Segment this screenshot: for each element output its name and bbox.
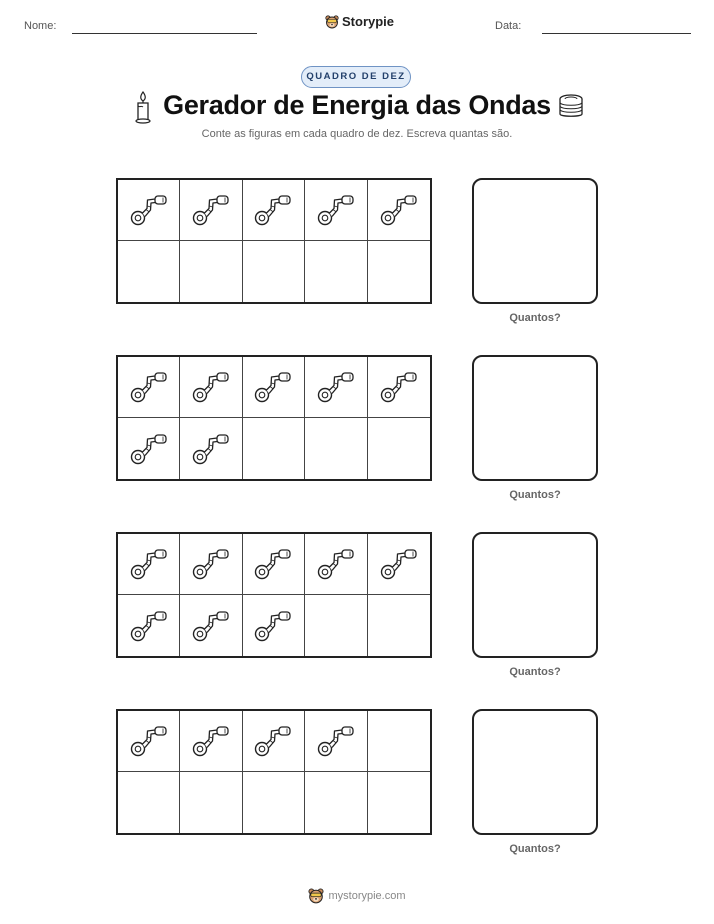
wave-energy-generator-icon: [189, 191, 233, 229]
wave-energy-generator-icon: [251, 191, 295, 229]
wave-energy-generator-icon: [189, 722, 233, 760]
ten-frame-cell: [305, 772, 367, 833]
answer-label-2: Quantos?: [509, 489, 561, 501]
footer: [0, 888, 714, 904]
ten-frame-cell: [243, 595, 305, 656]
ten-frame-cell: [180, 241, 242, 302]
wave-energy-generator-icon: [251, 545, 295, 583]
wave-energy-generator-icon: [127, 545, 171, 583]
ten-frame-cell: [180, 595, 242, 656]
wave-energy-generator-icon: [314, 368, 358, 406]
instructions: Conte as figuras em cada quadro de dez. Escreva quantas são.: [201, 128, 513, 140]
ten-frame-cell: [368, 772, 430, 833]
ten-frame-cell: [118, 418, 180, 479]
wave-energy-generator-icon: [314, 545, 358, 583]
name-line[interactable]: [72, 33, 257, 34]
wave-energy-generator-icon: [314, 722, 358, 760]
ten-frame-4: [116, 709, 432, 835]
ten-frame-cell: [305, 180, 367, 241]
ten-frame-cell: [243, 180, 305, 241]
answer-box-3[interactable]: [472, 532, 598, 658]
ten-frame-cell: [180, 418, 242, 479]
ten-frame-cell: [305, 595, 367, 656]
wave-energy-generator-icon: [189, 607, 233, 645]
ten-frame-cell: [305, 357, 367, 418]
wave-energy-generator-icon: [189, 545, 233, 583]
ten-frame-3: [116, 532, 432, 658]
ten-frame-cell: [118, 241, 180, 302]
brand-name: Storypie: [342, 14, 395, 29]
ten-frame-cell: [305, 418, 367, 479]
answer-label-4: Quantos?: [509, 843, 561, 855]
ten-frame-cell: [368, 711, 430, 772]
wave-energy-generator-icon: [127, 368, 171, 406]
bear-logo-icon: [325, 15, 339, 29]
answer-box-1[interactable]: [472, 178, 598, 304]
ten-frame-cell: [305, 241, 367, 302]
ten-frame-cell: [368, 180, 430, 241]
wave-energy-generator-icon: [127, 430, 171, 468]
name-label: Nome:: [24, 20, 57, 32]
ten-frame-cell: [180, 357, 242, 418]
worksheet-title: Gerador de Energia das Ondas: [163, 90, 551, 120]
date-line[interactable]: [542, 33, 691, 34]
ten-frame-cell: [243, 357, 305, 418]
ten-frame-cell: [118, 595, 180, 656]
ten-frame-cell: [243, 772, 305, 833]
brand: [325, 14, 394, 29]
date-label: Data:: [495, 20, 522, 32]
worksheet-type-badge: QUADRO DE DEZ: [301, 66, 411, 88]
ten-frame-cell: [368, 357, 430, 418]
wave-energy-generator-icon: [251, 607, 295, 645]
wave-energy-generator-icon: [314, 191, 358, 229]
ten-frame-cell: [305, 534, 367, 595]
ten-frame-cell: [118, 772, 180, 833]
wave-energy-generator-icon: [251, 368, 295, 406]
wave-energy-generator-icon: [127, 191, 171, 229]
ten-frame-cell: [368, 418, 430, 479]
ten-frame-cell: [180, 711, 242, 772]
bear-logo-icon: [308, 888, 324, 904]
ten-frame-cell: [243, 711, 305, 772]
ten-frame-cell: [305, 711, 367, 772]
ten-frame-cell: [368, 595, 430, 656]
ten-frame-cell: [180, 180, 242, 241]
ten-frame-2: [116, 355, 432, 481]
ten-frame-cell: [243, 534, 305, 595]
coil-icon: [557, 92, 585, 122]
wave-energy-generator-icon: [127, 607, 171, 645]
footer-url: mystorypie.com: [328, 890, 406, 902]
ten-frame-cell: [118, 534, 180, 595]
wave-energy-generator-icon: [377, 191, 421, 229]
ten-frame-cell: [118, 711, 180, 772]
ten-frame-cell: [368, 241, 430, 302]
answer-label-3: Quantos?: [509, 666, 561, 678]
ten-frame-cell: [243, 241, 305, 302]
ten-frame-cell: [368, 534, 430, 595]
wave-energy-generator-icon: [189, 430, 233, 468]
wave-energy-generator-icon: [377, 545, 421, 583]
wave-energy-generator-icon: [189, 368, 233, 406]
wave-energy-generator-icon: [377, 368, 421, 406]
answer-label-1: Quantos?: [509, 312, 561, 324]
wave-energy-generator-icon: [251, 722, 295, 760]
ten-frame-cell: [243, 418, 305, 479]
ten-frame-cell: [118, 357, 180, 418]
ten-frame-cell: [118, 180, 180, 241]
ten-frame-1: [116, 178, 432, 304]
wave-energy-generator-icon: [127, 722, 171, 760]
answer-box-2[interactable]: [472, 355, 598, 481]
ten-frame-cell: [180, 534, 242, 595]
ten-frame-cell: [180, 772, 242, 833]
answer-box-4[interactable]: [472, 709, 598, 835]
